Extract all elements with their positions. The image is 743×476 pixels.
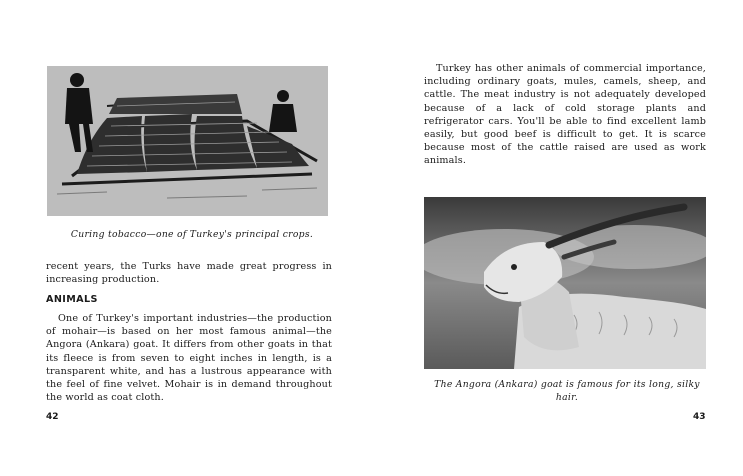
section-heading-animals: ANIMALS — [46, 294, 98, 305]
angora-goat-photo — [424, 197, 706, 369]
mohair-paragraph: One of Turkey's important industries—the production of mohair—is based on her most famous animal—the Angora (Ankara) goat. It differs from other goats in that its fleece is from seven to eight inches in length, is a transparent white, and has a lustrous appearance with the feel of fine velvet. Mohair is in demand throughout the world as coat cloth. — [46, 313, 332, 404]
commercial-animals-paragraph: Turkey has other animals of commercial importance, including ordinary goats, mules, camels, sheep, and cattle. The meat industry is not adequately developed because of a lack of cold storage plants and refrigerator cars. You'll be able to find excellent lamb easily, but good beef is difficult to get. It is scarce because most of the cattle raised are used as work animals. — [424, 63, 706, 167]
page-number-right: 43 — [693, 412, 706, 422]
tobacco-illustration-caption: Curing tobacco—one of Turkey's principal crops. — [70, 229, 314, 240]
angora-goat-caption: The Angora (Ankara) goat is famous for its long, silky hair. — [434, 379, 700, 403]
page-number-left: 42 — [46, 412, 59, 422]
continued-paragraph: recent years, the Turks have made great progress in increasing production. — [46, 261, 332, 286]
tobacco-curing-illustration — [47, 66, 328, 216]
